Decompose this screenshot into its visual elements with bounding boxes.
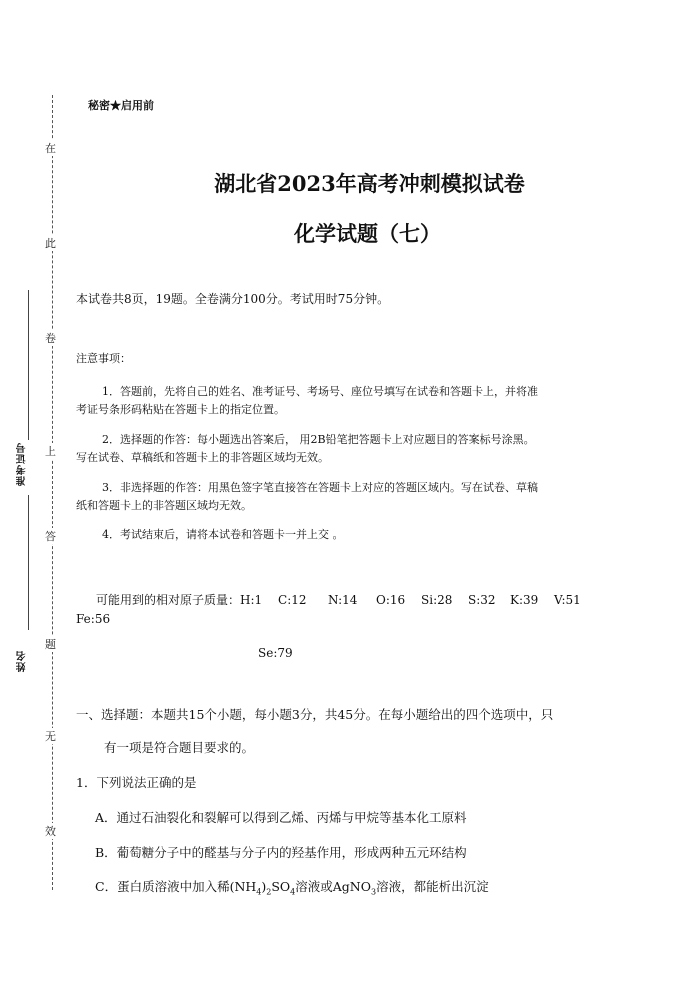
section1-line2: 有一项是符合题目要求的。 [104, 740, 255, 755]
atomic-mass-label: 可能用到的相对原子质量： [96, 593, 241, 607]
mass-se: Se:79 [258, 646, 293, 660]
notice-item-1 [76, 383, 636, 419]
notice-item-3-line2: 纸和答题卡上的非答题区域均无效。 [76, 499, 252, 512]
option-c-sub1: 4 [256, 887, 262, 897]
section1-line1: 一、选择题：本题共15个小题，每小题3分，共45分。在每小题给出的四个选项中，只 [76, 707, 554, 722]
sub-title: 化学试题（七） [294, 221, 441, 246]
notice-heading: 注意事项： [76, 352, 131, 365]
mass-n: N:14 [328, 593, 358, 607]
option-c-sub2: 2 [266, 887, 272, 897]
margin-char-8: 效 [45, 825, 56, 838]
binding-line-left-mid [28, 495, 29, 630]
mass-k: K:39 [510, 593, 539, 607]
mass-si: Si:28 [421, 593, 453, 607]
notice-item-1-line1: 1．答题前，先将自己的姓名、准考证号、考场号、座位号填写在试卷和答题卡上，并将准 [102, 385, 538, 398]
question1-option-c [95, 877, 489, 897]
notice-item-1-line2: 考证号条形码粘贴在答题卡上的指定位置。 [76, 403, 285, 416]
notice-item-3-line1: 3．非选择题的作答：用黑色签字笔直接答在答题卡上对应的答题区域内。写在试卷、草稿 [102, 481, 538, 494]
option-c-pre: C．蛋白质溶液中加入稀(NH [95, 879, 257, 894]
margin-char-1: 在 [45, 142, 56, 155]
notice-item-3 [76, 479, 636, 515]
binding-line-left-top [28, 290, 29, 440]
mass-v: V:51 [554, 593, 581, 607]
mass-o: O:16 [376, 593, 406, 607]
margin-char-7: 无 [45, 730, 56, 743]
option-c-post: 溶液，都能析出沉淀 [376, 879, 489, 894]
question1-stem: 1．下列说法正确的是 [76, 775, 197, 790]
margin-char-4: 上 [45, 445, 56, 458]
margin-char-6: 题 [45, 638, 56, 651]
mass-h: H:1 [240, 593, 263, 607]
main-title: 湖北省2023年高考冲刺模拟试卷 [214, 171, 525, 196]
intro-text: 本试卷共8页，19题。全卷满分100分。考试用时75分钟。 [76, 292, 390, 306]
mass-s: S:32 [468, 593, 496, 607]
question1-option-b: B．葡萄糖分子中的醛基与分子内的羟基作用，形成两种五元环结构 [95, 845, 467, 860]
margin-char-2: 此 [45, 237, 56, 250]
binding-line-right [52, 95, 53, 890]
notice-item-2 [76, 431, 636, 467]
notice-item-4-line1: 4．考试结束后，请将本试卷和答题卡一并上交 。 [102, 528, 344, 541]
mass-c: C:12 [278, 593, 307, 607]
option-c-mid2: SO [271, 879, 291, 894]
secret-label: 秘密★启用前 [88, 99, 154, 112]
question1-option-a: A．通过石油裂化和裂解可以得到乙烯、丙烯与甲烷等基本化工原料 [95, 810, 467, 825]
notice-item-2-line2: 写在试卷、草稿纸和答题卡上的非答题区域均无效。 [76, 451, 329, 464]
name-label: 姓名 [17, 650, 28, 672]
mass-fe: Fe:56 [76, 612, 111, 626]
option-c-sub3: 4 [290, 887, 296, 897]
option-c-sub4: 3 [370, 887, 377, 897]
option-c-mid1: ) [261, 879, 267, 894]
margin-char-3: 卷 [45, 332, 56, 345]
margin-char-5: 答 [45, 530, 56, 543]
exam-id-label: 准考证号 [17, 442, 28, 486]
atomic-mass-row [96, 590, 666, 610]
option-c-mid3: 溶液或AgNO [295, 879, 371, 894]
notice-item-2-line1: 2．选择题的作答：每小题选出答案后， 用2B铅笔把答题卡上对应题目的答案标号涂黑。 [102, 433, 535, 446]
notice-item-4 [76, 526, 636, 544]
